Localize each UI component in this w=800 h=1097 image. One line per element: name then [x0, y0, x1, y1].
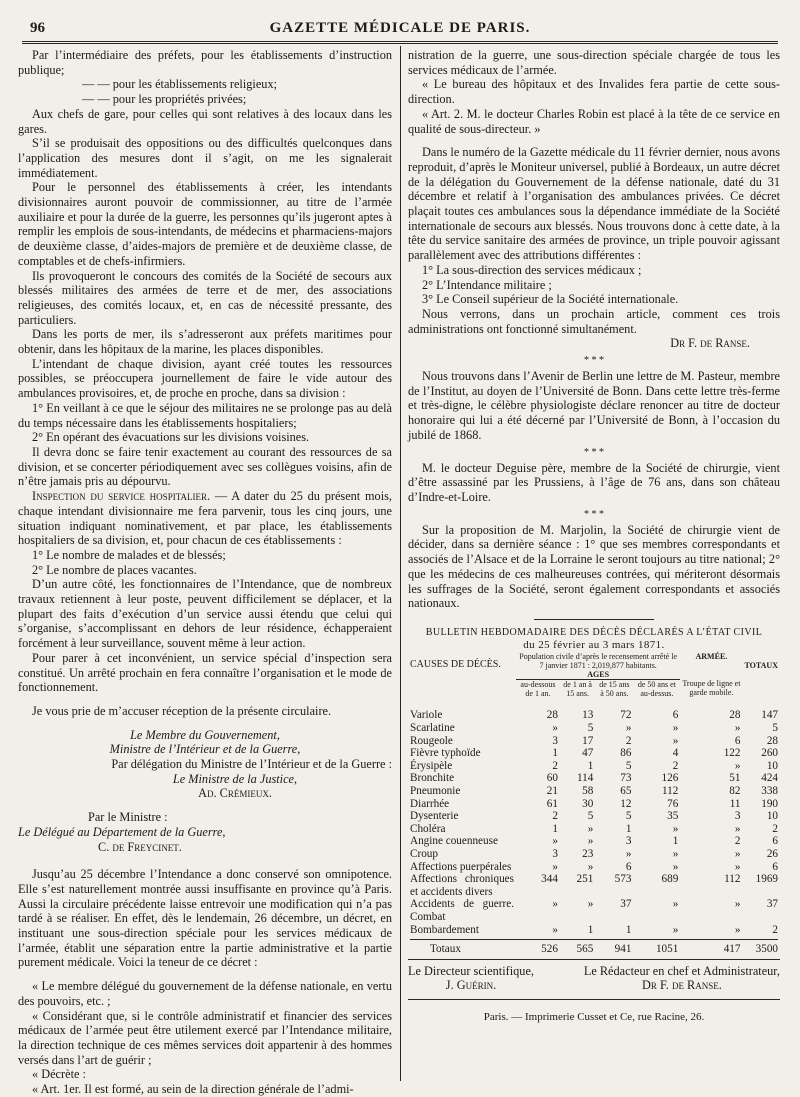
table-row	[408, 823, 780, 836]
cause-cell: Bombardement	[410, 923, 479, 936]
paragraph: M. le docteur Deguise père, membre de la Société de chirurgie, vient d’être assassiné par les Prussiens, à l’âge de 76 ans, dans son château d’Indre-et-Loire.	[408, 460, 780, 504]
paragraph: « Considérant que, si le contrôle administratif et financier des services médicaux de l’armée peut être utilement exercé par l’Intendance militaire, la direction technique de ces mêmes services doit appartenir à des hommes versés dans l’art de guérir ;	[18, 1008, 392, 1067]
separator-asterisks: * * *	[584, 446, 604, 458]
paragraph: Dans le numéro de la Gazette médicale du 11 février dernier, nous avons reproduit, d’après le Moniteur universel, publié à Bordeaux, un autre décret de la délégation du Gouvernement de la défense nationale, daté du 31 décembre et relatif à l’organisation des ambulances privées. Ce décret plaçait toutes ces ambulances sous la dépendance immédiate de la Société internationale de secours aux blessés. Nous trouvons donc à cette date, à la tête du service sanitaire des armées de province, un triple pouvoir agissant parallèlement avec des attributions différentes :	[408, 145, 780, 263]
paragraph: Nous trouvons dans l’Avenir de Berlin une lettre de M. Pasteur, membre de l’Institut, au doyen de l’Université de Bonn. Dans cette lettre très-ferme et très-digne, le célèbre physiologiste déclare renoncer au titre de docteur honoraire qui lui a été décerné par l’Université de Bonn, à l’occasion du jubilé de 1868.	[408, 369, 780, 442]
editor-name: Dr F. de Ranse.	[642, 978, 722, 993]
table-cell: 573	[614, 873, 632, 886]
table-cell: »	[625, 722, 632, 734]
paragraph: S’il se produisait des oppositions ou des difficultés quelconques dans l’application des mesures dont il s’agit, on me les signalerait immédiatement.	[18, 136, 392, 180]
table-cell: 73	[620, 772, 632, 785]
paragraph: Dans les ports de mer, ils s’adresseront aux préfets maritimes pour obtenir, dans les hôpitaux de la marine, les places disponibles.	[18, 327, 392, 357]
paragraph: L’intendant de chaque division, ayant créé toutes les ressources possibles, se préoccupera journellement de faire le vide autour des ambulances provisoires, et, de proche en proche, dans sa division :	[18, 356, 392, 401]
signature-line: Par délégation du Ministre de l’Intérieur et de la Guerre :	[111, 757, 392, 772]
table-cell: »	[587, 860, 594, 873]
section-heading: Inspection du service hospitalier.	[32, 489, 211, 504]
col-totaux: TOTAUX	[744, 661, 778, 671]
signature-line: Le Délégué au Département de la Guerre,	[18, 824, 226, 839]
table-cell: 28	[766, 734, 778, 747]
table-cell: 1	[587, 923, 594, 936]
separator-asterisks: * * *	[584, 355, 604, 367]
table-cell: 2	[772, 822, 778, 835]
imprint: Paris. — Imprimerie Cusset et Ce, rue Racine, 26.	[483, 1011, 705, 1024]
signature-name: C. de Freycinet.	[98, 839, 182, 854]
table-row	[408, 735, 780, 748]
table-row	[408, 848, 780, 861]
table-cell: 12	[620, 797, 632, 810]
table-cell: 10	[766, 810, 778, 823]
paragraph: Aux chefs de gare, pour celles qui sont relatives à des locaux dans les gares.	[18, 106, 392, 136]
paragraph: nistration de la guerre, une sous-direction spéciale chargée de tous les services médicaux de l’armée.	[408, 48, 780, 77]
left-column	[18, 48, 392, 1097]
table-cell: 1	[625, 822, 632, 835]
table-row	[408, 760, 780, 773]
paragraph: 1° Le nombre de malades et de blessés;	[32, 547, 226, 562]
signature-line: Le Membre du Gouvernement,	[130, 727, 280, 742]
table-cell: 1	[552, 747, 558, 760]
paragraph: 1° En veillant à ce que le séjour des militaires ne se prolonge pas au delà du temps nécessaire dans les établissements hospitaliers;	[18, 400, 392, 430]
author-signature: Dr F. de Ranse.	[670, 336, 750, 351]
table-cell: 126	[661, 772, 679, 785]
table-cell: 2	[672, 759, 679, 772]
signature-line: Le Ministre de la Justice,	[172, 771, 298, 786]
paragraph: « Art. 1er. Il est formé, au sein de la direction générale de l’admi-	[32, 1082, 354, 1097]
table-cell: 114	[576, 772, 594, 785]
table-cell: 1	[552, 822, 558, 835]
table-cell: 3	[552, 734, 558, 747]
col-header: Troupe de ligne et garde mobile.	[682, 679, 741, 698]
table-cell: 424	[761, 772, 778, 785]
col-header: de 15 ans à 50 ans.	[599, 679, 630, 698]
table-cell: 3500	[755, 943, 778, 956]
paragraph: Nous verrons, dans un prochain article, comment ces trois administrations ont fonctionné simultanément.	[408, 306, 780, 336]
header-rule	[22, 41, 778, 44]
table-cell: 37	[620, 898, 632, 911]
table-cell: 689	[661, 873, 679, 886]
paragraph: Je vous prie de m’accuser réception de la présente circulaire.	[32, 703, 332, 718]
paragraph: Il devra donc se faire tenir exactement au courant des ressources de sa division, et se concerter périodiquement avec ses collègues voisins, afin de n’être jamais pris au dépourvu.	[18, 444, 392, 489]
population-note: Population civile d’après le recensement arrêté le 7 janvier 1871 : 2,019,877 habitants.	[519, 651, 678, 670]
table-cell: 1	[672, 835, 679, 848]
paragraph: 1° La sous-direction des services médicaux ;	[422, 262, 642, 277]
table-cell: 28	[729, 709, 741, 722]
paragraph: « Art. 2. M. le docteur Charles Robin est placé à la tête de ce service en qualité de sous-directeur. »	[408, 106, 780, 136]
bulletin-dates: du 25 février au 3 mars 1871.	[523, 638, 665, 651]
cause-cell: Affections chroniques et accidents divers	[410, 873, 514, 898]
paragraph: Sur la proposition de M. Marjolin, la Société de chirurgie vient de décider, dans sa dernière séance : 1° que ses membres correspondants et associés de l’Alsace et de la Lorraine le seront toujours au titre national; 2° que les médecins de ces malheureuses contrées, qui mériteront désormais les suffrages de la Société, seront également correspondants et associés nationaux.	[408, 522, 780, 611]
table-cell: »	[672, 923, 679, 936]
table-row	[408, 898, 780, 923]
cause-cell: Accidents de guerre. Combat	[410, 898, 514, 923]
table-cell: 5	[587, 722, 594, 734]
table-cell: 344	[541, 873, 558, 886]
table-cell: 2	[772, 923, 778, 936]
table-cell: »	[672, 722, 679, 734]
table-cell: 72	[620, 709, 632, 722]
table-row	[408, 861, 780, 874]
table-cell: »	[734, 822, 741, 835]
table-cell: »	[734, 722, 741, 734]
editor-title: Le Rédacteur en chef et Administrateur,	[583, 963, 780, 978]
table-cell: 260	[761, 747, 778, 760]
table-cell: 251	[576, 873, 594, 886]
table-cell: 941	[614, 943, 632, 956]
table-cell: 86	[620, 747, 632, 760]
cause-cell: Choléra	[410, 822, 446, 835]
paragraph: Ils provoqueront le concours des comités de la Société de secours aux blessés militaires des armées de terre et de mer, des associations religieuses, des comités locaux, et, en cas de nécessité pressante, des particuliers.	[18, 268, 392, 327]
table-cell: »	[552, 860, 558, 873]
table-cell: »	[734, 898, 741, 911]
mortality-bulletin	[408, 626, 780, 960]
director-title: Le Directeur scientifique,	[408, 963, 534, 978]
table-cell: 47	[582, 747, 594, 760]
table-cell: 82	[729, 784, 741, 797]
table-cell: 51	[729, 772, 741, 785]
table-cell: »	[672, 860, 679, 873]
table-cell: »	[734, 759, 741, 772]
table-cell: 2	[734, 835, 741, 848]
table-row	[408, 835, 780, 848]
paragraph: « Le membre délégué du gouvernement de la défense nationale, en vertu des pouvoirs, etc. ;	[18, 979, 392, 1008]
table-cell: »	[734, 923, 741, 936]
paragraph: Par l’intermédiaire des préfets, pour les établissements d’instruction publique;	[18, 48, 392, 77]
table-cell: »	[552, 835, 558, 848]
table-cell: »	[587, 898, 594, 911]
table-cell: 5	[772, 722, 778, 734]
mortality-table	[408, 652, 780, 956]
table-cell: »	[672, 898, 679, 911]
table-cell: 526	[541, 943, 558, 956]
table-cell: 26	[766, 847, 778, 860]
totals-label: Totaux	[430, 943, 461, 956]
table-cell: »	[734, 847, 741, 860]
editors-block	[408, 964, 780, 993]
table-cell: »	[734, 860, 741, 873]
table-cell: 190	[761, 797, 778, 810]
table-cell: 112	[661, 784, 679, 797]
table-cell: 21	[546, 784, 558, 797]
table-cell: »	[552, 898, 558, 911]
paragraph: 2° En opérant des évacuations sur les divisions voisines.	[32, 430, 310, 445]
table-cell: »	[587, 822, 594, 835]
table-cell: 2	[552, 759, 558, 772]
cause-cell: Affections puerpérales	[410, 860, 512, 873]
page-header	[0, 0, 800, 44]
table-cell: 61	[546, 797, 558, 810]
signature-name: Ad. Crémieux.	[198, 786, 272, 801]
table-cell: 338	[761, 784, 778, 797]
table-cell: 28	[546, 709, 558, 722]
table-cell: »	[625, 847, 632, 860]
cause-cell: Bronchite	[410, 772, 455, 785]
cause-cell: Fièvre typhoïde	[410, 747, 481, 760]
table-cell: 6	[672, 709, 679, 722]
totals-row	[408, 943, 780, 956]
table-cell: 122	[723, 747, 741, 760]
table-cell: 6	[734, 734, 741, 747]
table-row	[408, 709, 780, 722]
table-cell: »	[552, 722, 558, 734]
table-row	[408, 722, 780, 735]
cause-cell: Rougeole	[410, 734, 453, 747]
signature-line: Ministre de l’Intérieur et de la Guerre,	[109, 742, 301, 757]
col-causes: CAUSES DE DÉCÈS.	[410, 659, 501, 671]
table-cell: »	[672, 734, 679, 747]
bulletin-title: BULLETIN HEBDOMADAIRE DES DÉCÈS DÉCLARÉS A L’ÉTAT CIVIL	[425, 626, 763, 638]
col-header: de 50 ans et au-dessus.	[637, 679, 676, 698]
table-cell: 5	[625, 810, 632, 823]
paragraph: « Décrète :	[32, 1067, 86, 1082]
table-cell: 1051	[655, 943, 679, 956]
table-cell: 417	[723, 943, 741, 956]
right-column	[408, 48, 780, 1025]
page-number: 96	[30, 20, 45, 36]
cause-cell: Variole	[410, 709, 443, 722]
paragraph: 2° L’Intendance militaire ;	[422, 277, 552, 292]
table-cell: 23	[582, 847, 594, 860]
table-cell: 3	[625, 835, 632, 848]
table-cell: 17	[582, 734, 594, 747]
paragraph: « Le bureau des hôpitaux et des Invalides fera partie de cette sous-direction.	[408, 77, 780, 107]
separator-asterisks: * * *	[584, 508, 604, 520]
table-cell: 76	[667, 797, 679, 810]
table-cell: 60	[546, 772, 558, 785]
col-header: au-dessous de 1 an.	[520, 679, 556, 698]
table-cell: 5	[587, 810, 594, 823]
table-cell: 1969	[755, 873, 778, 886]
paragraph: D’un autre côté, les fonctionnaires de l’Intendance, que de nombreux travaux retiennent à leur poste, peuvent difficilement se déplacer, et la plupart des faits d’exécution d’un service aussi étendu que celui qui s’organise, s’accomplissant en dehors de leur résidence, échapperaient forcément à leur surveillance, souvent même à leur action.	[18, 577, 392, 651]
column-divider	[400, 46, 401, 1081]
table-cell: 2	[552, 810, 558, 823]
table-row	[408, 785, 780, 798]
table-cell: »	[552, 923, 558, 936]
paragraph: — — pour les établissements religieux;	[82, 77, 278, 92]
col-ages: AGES	[516, 670, 680, 680]
paragraph: 2° Le nombre de places vacantes.	[32, 562, 197, 577]
table-row	[408, 798, 780, 811]
cause-cell: Diarrhée	[410, 797, 450, 810]
table-cell: 13	[582, 709, 594, 722]
table-cell: »	[587, 835, 594, 848]
col-header: de 1 an à 15 ans.	[563, 679, 592, 698]
table-cell: 58	[582, 784, 594, 797]
table-cell: 6	[772, 835, 778, 848]
director-name: J. Guérin.	[445, 978, 497, 993]
cause-cell: Érysipèle	[410, 759, 453, 772]
paragraph: Inspection du service hospitalier. — A dater du 25 du présent mois, chaque intendant divisionnaire me fera parvenir, tous les cinq jours, une situation indiquant nominativement, et par place, les établissements hospitaliers de sa division, et, pour chacun de ces établissements :	[18, 489, 392, 548]
table-cell: 5	[625, 759, 632, 772]
cause-cell: Croup	[410, 847, 438, 860]
table-cell: 2	[625, 734, 632, 747]
paragraph: Pour le personnel des établissements à créer, les intendants divisionnaires auront pouvoir de commissionner, au titre de l’armée auxiliaire et pour la durée de la guerre, les personnes qu’ils jugeront aptes à remplir les emplois de sous-intendants, de médecins et pharmaciens-majors de deuxième classe, d’aides-majors de première et de deuxième classe, de comptables et de chefs-infirmiers.	[18, 180, 392, 268]
table-row	[408, 924, 780, 937]
journal-title: GAZETTE MÉDICALE DE PARIS.	[269, 20, 531, 36]
table-cell: 112	[724, 873, 741, 886]
table-cell: 6	[625, 860, 632, 873]
table-cell: 10	[766, 759, 778, 772]
table-cell: 6	[772, 860, 778, 873]
table-cell: 1	[625, 923, 632, 936]
table-row	[408, 873, 780, 898]
table-cell: 4	[672, 747, 679, 760]
table-row	[408, 772, 780, 785]
table-cell: 147	[761, 709, 778, 722]
table-cell: 1	[587, 759, 594, 772]
table-row	[408, 747, 780, 760]
table-cell: 35	[667, 810, 679, 823]
paragraph: — — pour les propriétés privées;	[82, 92, 247, 107]
col-armee: ARMÉE.	[695, 651, 728, 661]
table-cell: 11	[729, 797, 741, 810]
paragraph: 3° Le Conseil supérieur de la Société internationale.	[422, 292, 679, 307]
cause-cell: Pneumonie	[410, 784, 461, 797]
table-row	[408, 810, 780, 823]
table-cell: 30	[582, 797, 594, 810]
paragraph: Pour parer à cet inconvénient, un service spécial d’inspection sera constitué. Un arrêté prochain en fera connaître l’organisation et le mode de fonctionnement.	[18, 650, 392, 695]
table-cell: 37	[766, 898, 778, 911]
paragraph: Jusqu’au 25 décembre l’Intendance a donc conservé son omnipotence. Elle s’est naturellement montrée aussi insuffisante en province qu’à Paris. Aussi la circulaire précédente laisse entrevoir une modification qui n’a pas tardé à se réaliser. En effet, dès le lendemain, 26 décembre, un décret, en instituant une sous-direction spéciale pour les services médicaux de l’armée, établit une séparation entre la partie administrative et la partie purement médicale. Voici la teneur de ce décret :	[18, 867, 392, 970]
table-cell: »	[672, 822, 679, 835]
table-cell: 3	[552, 847, 558, 860]
cause-cell: Scarlatine	[410, 722, 455, 734]
cause-cell: Angine couenneuse	[410, 835, 498, 848]
table-cell: 565	[576, 943, 594, 956]
table-cell: 65	[620, 784, 632, 797]
table-cell: 3	[734, 810, 741, 823]
cause-cell: Dysenterie	[410, 810, 459, 823]
table-cell: »	[672, 847, 679, 860]
signature-line: Par le Ministre :	[88, 810, 168, 825]
